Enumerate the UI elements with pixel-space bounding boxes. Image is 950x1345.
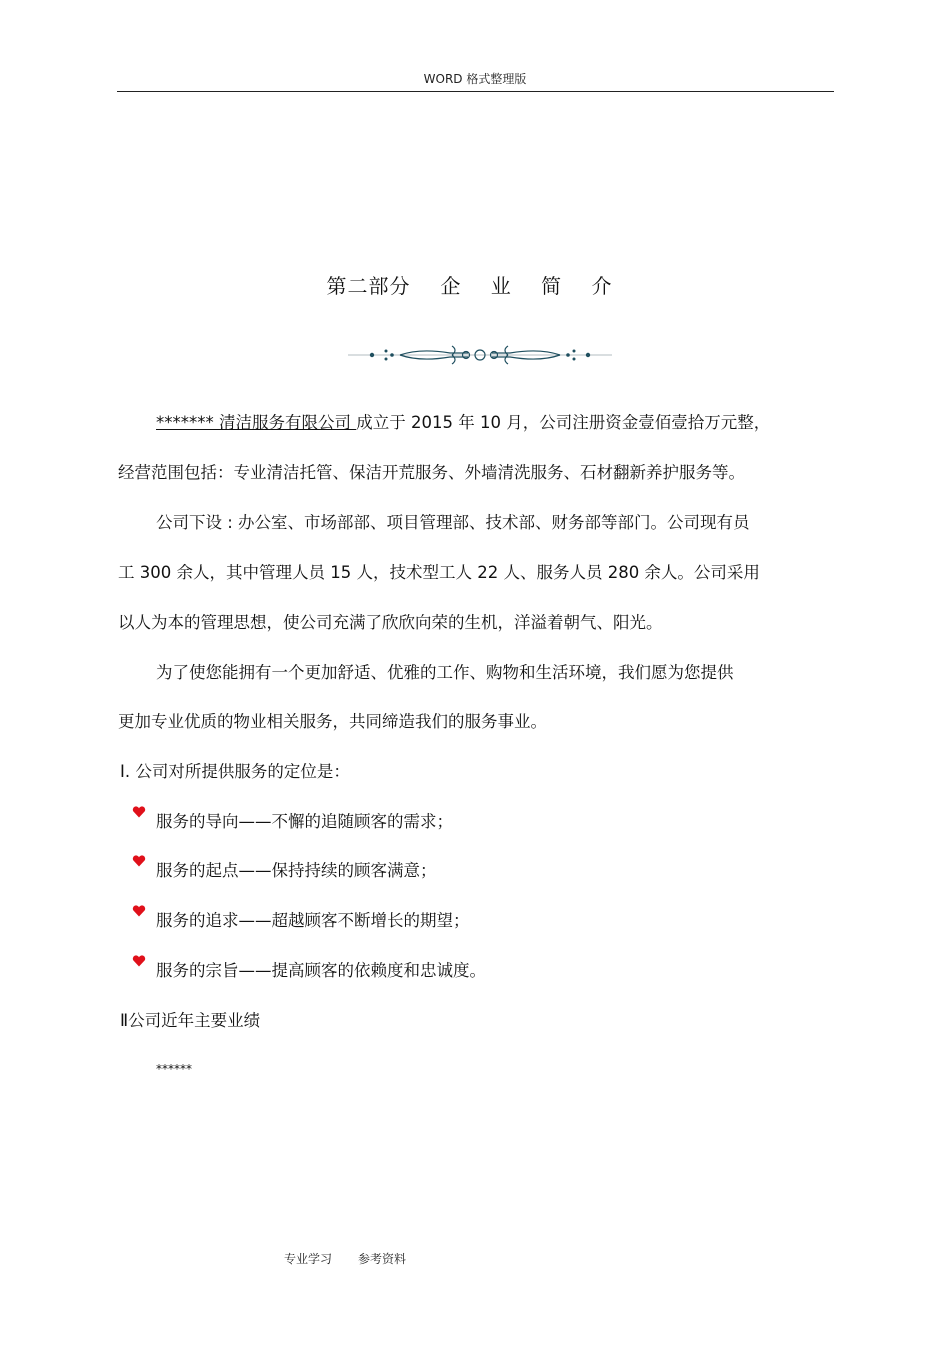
heart-bullet-icon — [132, 806, 146, 818]
intro-line-5: 以人为本的管理思想，使公司充满了欣欣向荣的生机，洋溢着朝气、阳光。 — [118, 613, 663, 632]
service-item: 服务的起点——保持持续的顾客满意； — [156, 861, 437, 880]
page-footer — [284, 1250, 406, 1267]
page-header: WORD 格式整理版 — [423, 72, 527, 86]
heart-bullet-icon — [132, 955, 146, 967]
section1-heading: Ⅰ. 公司对所提供服务的定位是： — [120, 762, 350, 781]
heart-bullet-icon — [132, 905, 146, 917]
service-item: 服务的宗旨——提高顾客的依赖度和忠诚度。 — [156, 961, 486, 980]
intro-line-2: 经营范围包括：专业清洁托管、保洁开荒服务、外墙清洗服务、石材翻新养护服务等。 — [118, 463, 745, 482]
footer-left: 专业学习 — [284, 1252, 333, 1266]
intro-line-6: 为了使您能拥有一个更加舒适、优雅的工作、购物和生活环境，我们愿为您提供 — [156, 663, 734, 682]
service-item: 服务的追求——超越顾客不断增长的期望； — [156, 911, 470, 930]
intro-line-1 — [156, 412, 770, 434]
intro-text-1: 成立于 2015 年 10 月，公司注册资金壹佰壹拾万元整， — [356, 413, 771, 432]
title-part: 第二部分 — [326, 274, 411, 298]
section2-content: ****** — [156, 1062, 192, 1076]
company-name: ******* 清洁服务有限公司 — [156, 413, 357, 432]
service-item: 服务的导向——不懈的追随顾客的需求； — [156, 812, 453, 831]
heart-bullet-icon — [132, 855, 146, 867]
section2-heading: Ⅱ公司近年主要业绩 — [120, 1011, 261, 1030]
ornament-divider-icon — [340, 342, 620, 368]
title-name: 企 业 简 介 — [440, 274, 624, 298]
footer-right: 参考资料 — [358, 1252, 407, 1266]
intro-line-4: 工 300 余人，其中管理人员 15 人，技术型工人 22 人、服务人员 280 余人。公司采用 — [118, 563, 760, 582]
section-title — [0, 270, 950, 299]
header-divider — [117, 91, 834, 92]
intro-line-7: 更加专业优质的物业相关服务，共同缔造我们的服务事业。 — [118, 712, 547, 731]
intro-line-3: 公司下设 : 办公室、市场部部、项目管理部、技术部、财务部等部门。公司现有员 — [156, 513, 750, 532]
